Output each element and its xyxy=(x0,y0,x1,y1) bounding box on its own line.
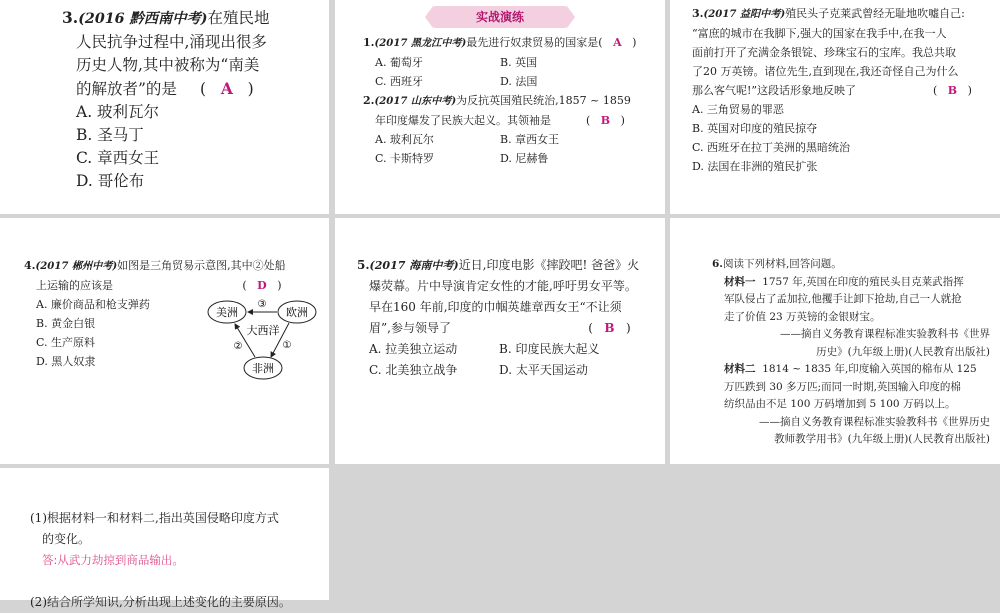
part-2-text: (2)结合所学知识,分析出现上述变化的主要原因。 xyxy=(30,595,291,609)
question-source: (2017 益阳中考) xyxy=(703,8,786,20)
paren-close: ) xyxy=(620,114,625,127)
question-number: 6. xyxy=(712,258,723,270)
question-number: 4. xyxy=(24,259,36,272)
question-6 xyxy=(712,256,990,449)
question-stem-line: 面前打开了充满金条银锭、珍珠宝石的宝库。我总共取 xyxy=(692,46,956,59)
question-number: 5. xyxy=(357,258,370,272)
question-stem-line: “富庶的城市在我脚下,强大的国家在我手中,在我一人 xyxy=(692,27,947,40)
question-number: 2. xyxy=(363,94,375,107)
question-source: (2017 海南中考) xyxy=(369,259,459,272)
answer-letter: A xyxy=(613,36,622,49)
question-6-parts xyxy=(30,508,320,613)
slide-question-3-left xyxy=(0,0,329,214)
option-c: C. 北美独立战争 xyxy=(369,363,458,377)
question-stem: 如图是三角贸易示意图,其中②处船 xyxy=(117,259,286,272)
slide-question-5 xyxy=(335,218,665,464)
practice-banner: 实战演练 xyxy=(433,6,567,28)
material-1-label: 材料一 xyxy=(724,275,756,288)
slide-question-3-right xyxy=(670,0,1000,214)
option-b: B. 印度民族大起义 xyxy=(499,342,600,356)
option-d: D. 法国在非洲的殖民扩张 xyxy=(692,160,818,173)
question-stem-line: 爆荧幕。片中导演肯定女性的才能,呼吁男女平等。 xyxy=(369,279,637,293)
answer-letter: B xyxy=(600,114,611,127)
material-1-text: 军队侵占了孟加拉,他攫手让卸下抢劫,自己一人就抢 xyxy=(724,293,962,305)
africa-label: 非洲 xyxy=(252,362,274,375)
material-2-label: 材料二 xyxy=(724,363,756,375)
option-a: A. 拉美独立运动 xyxy=(369,342,458,356)
question-stem-line: 历史人物,其中被称为“南美 xyxy=(76,56,260,74)
question-stem: 上运输的应该是 xyxy=(36,279,113,292)
paren-close: ) xyxy=(967,84,972,97)
practice-questions xyxy=(363,33,655,168)
question-number: 3. xyxy=(692,7,704,20)
part-1-answer: 答:从武力劫掠到商品输出。 xyxy=(42,553,184,567)
slide-question-6-parts xyxy=(0,468,329,609)
ocean-label: 大西洋 xyxy=(246,324,280,337)
answer-bracket xyxy=(182,77,272,101)
question-stem: 为反抗英国殖民统治,1857 ~ 1859 xyxy=(456,94,631,107)
question-stem: 最先进行奴隶贸易的国家是( xyxy=(466,36,603,49)
option-a: A. 三角贸易的罪恶 xyxy=(692,103,784,116)
option-d: D. 哥伦布 xyxy=(76,172,145,190)
option-c: C. 生产原料 xyxy=(36,336,96,349)
option-c: C. 章西女王 xyxy=(76,149,160,167)
option-a: A. 玻利瓦尔 xyxy=(375,133,434,146)
question-stem-line: 人民抗争过程中,涌现出很多 xyxy=(76,33,267,51)
material-2-text: 1814 ~ 1835 年,印度输入英国的棉布从 125 xyxy=(762,363,977,375)
paren-open: ( xyxy=(588,321,593,335)
part-1-text: (1)根据材料一和材料二,指出英国侵略印度方式 xyxy=(30,511,279,525)
option-d: D. 太平天国运动 xyxy=(499,363,588,377)
slide-question-6 xyxy=(670,218,1000,464)
route-1-label: ① xyxy=(282,340,292,351)
question-source: (2016 黔西南中考) xyxy=(78,11,208,27)
paren-close: ) xyxy=(626,321,631,335)
option-d: D. 尼赫鲁 xyxy=(500,152,549,165)
question-source: (2017 黑龙江中考) xyxy=(374,37,467,49)
paren-close: ) xyxy=(277,279,282,292)
question-number: 1. xyxy=(363,36,375,49)
material-1-reference: ——摘自义务教育课程标准实验教科书《世界 xyxy=(780,328,990,340)
question-3-left xyxy=(62,6,292,193)
question-intro: 阅读下列材料,回答问题。 xyxy=(722,258,842,270)
option-d: D. 黑人奴隶 xyxy=(36,355,96,368)
option-b: B. 英国 xyxy=(500,56,538,69)
paren-close: ) xyxy=(632,36,637,49)
material-1-reference: 历史》(九年级上册)(人民教育出版社) xyxy=(816,345,990,358)
option-b: B. 英国对印度的殖民掠夺 xyxy=(692,122,818,135)
question-source: (2017 郴州中考) xyxy=(35,260,118,272)
question-stem-line: 殖民头子克莱武曾经无耻地吹嘘自己: xyxy=(785,7,965,20)
question-5 xyxy=(357,255,655,381)
europe-label: 欧洲 xyxy=(286,306,308,319)
material-2-text: 纺织品由不足 100 万码增加到 5 100 万码以上。 xyxy=(724,398,956,410)
paren-open: ( xyxy=(932,84,938,97)
slide-practice xyxy=(335,0,665,214)
option-c: C. 西班牙在拉丁美洲的黑暗统治 xyxy=(692,141,851,154)
paren-open: ( xyxy=(585,114,591,127)
option-a: A. 玻利瓦尔 xyxy=(76,103,160,121)
option-b: B. 章西女王 xyxy=(500,133,560,146)
triangle-trade-diagram xyxy=(205,296,323,382)
material-2-text: 万匹跌到 30 多万匹;而同一时期,英国输入印度的棉 xyxy=(724,380,961,393)
answer-letter: B xyxy=(604,321,615,335)
question-stem-line: 眉”,参与领导了 xyxy=(369,321,451,335)
part-1-text: 的变化。 xyxy=(42,532,91,546)
answer-letter: A xyxy=(220,79,233,98)
paren-open: ( xyxy=(200,80,207,98)
question-stem-line: 早在160 年前,印度的巾帼英雄章西女王“不让须 xyxy=(369,300,622,314)
question-source: (2017 山东中考) xyxy=(374,95,457,107)
material-2-reference: 教师教学用书》(九年级上册)(人民教育出版社) xyxy=(774,433,990,445)
material-1-text: 走了价值 23 万英镑的金银财宝。 xyxy=(724,310,881,323)
option-c: C. 卡斯特罗 xyxy=(375,152,435,165)
question-stem-line: 近日,印度电影《摔跤吧! 爸爸》火 xyxy=(458,258,640,272)
question-3-right xyxy=(692,4,990,176)
route-3-label: ③ xyxy=(257,299,267,310)
option-d: D. 法国 xyxy=(500,75,538,88)
americas-label: 美洲 xyxy=(216,306,238,319)
option-c: C. 西班牙 xyxy=(375,75,424,88)
answer-letter: B xyxy=(947,84,958,97)
route-2-label: ② xyxy=(233,341,243,352)
option-a: A. 葡萄牙 xyxy=(375,56,423,69)
question-stem: 年印度爆发了民族大起义。其领袖是 xyxy=(375,114,551,127)
question-stem-line: 那么客气呢!”这段话形象地反映了 xyxy=(692,84,857,97)
material-1-text: 1757 年,英国在印度的殖民头目克莱武指挥 xyxy=(762,275,964,288)
slide-question-4 xyxy=(0,218,329,464)
question-stem-line: 了20 万英镑。诸位先生,直到现在,我还奇怪自己为什么 xyxy=(692,65,959,78)
question-stem-line: 的解放者”的是 xyxy=(76,80,177,98)
option-b: B. 圣马丁 xyxy=(76,126,144,144)
material-2-reference: ——摘自义务教育课程标准实验教科书《世界历史 xyxy=(759,415,990,428)
paren-close: ) xyxy=(247,80,254,98)
option-a: A. 廉价商品和枪支弹药 xyxy=(36,298,150,311)
paren-open: ( xyxy=(242,279,247,292)
option-b: B. 黄金白银 xyxy=(36,317,96,330)
question-number: 3. xyxy=(62,8,79,27)
answer-letter: D xyxy=(257,279,267,292)
question-stem-line: 在殖民地 xyxy=(207,9,270,27)
